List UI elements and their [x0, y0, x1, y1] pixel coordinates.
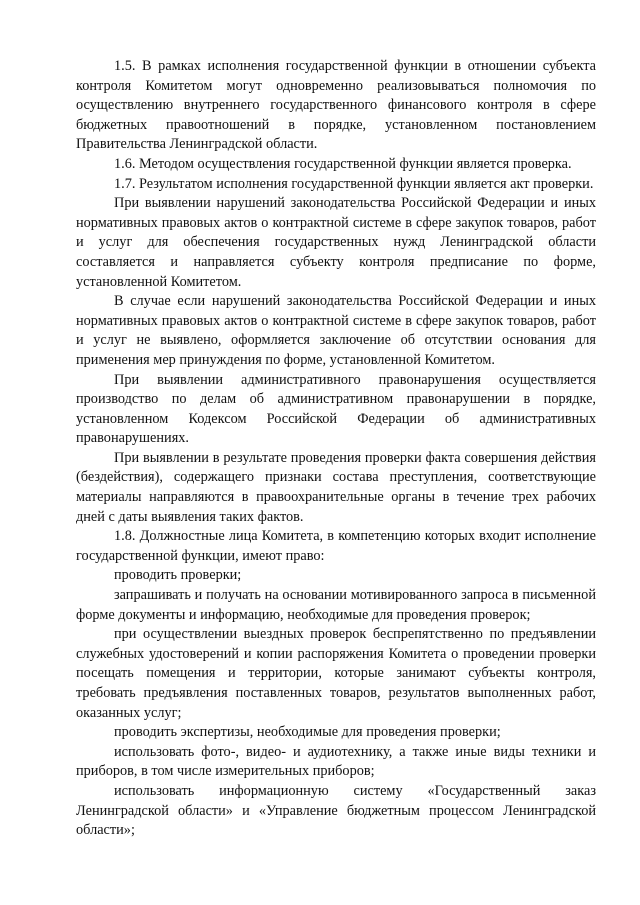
paragraph-1-6: 1.6. Методом осуществления государственной функции является проверка. [114, 155, 572, 172]
list-item-information-system: использовать информационную систему «Государственный заказ Ленинградской области» и «Управление бюджетным процессом Ленинградской области»; [76, 782, 596, 839]
paragraph-1-5: 1.5. В рамках исполнения государственной функции в отношении субъекта контроля Комитетом могут одновременно реализовываться полномочия по осуществлению внутреннего государственного финансового контроля в сфере бюджетных правоотношений в порядке, установленном постановлением Правительства Ленинградской области. [76, 58, 596, 153]
paragraph-1-7: 1.7. Результатом исполнения государственной функции является акт проверки. [114, 175, 594, 192]
list-item-equipment: использовать фото-, видео- и аудиотехнику, а также иные виды техники и приборов, в том числе измерительных приборов; [76, 743, 596, 780]
document-body [76, 57, 596, 841]
list-item-request-documents: запрашивать и получать на основании мотивированного запроса в письменной форме документы и информацию, необходимые для проведения проверок; [76, 587, 596, 623]
paragraph-crime-signs: При выявлении в результате проведения проверки факта совершения действия (бездействия), содержащего признаки состава преступления, соответствующие материалы направляются в правоохранительные органы в течение трех рабочих дней с даты выявления таких фактов. [76, 449, 596, 525]
paragraph-no-violations-conclusion: В случае если нарушений законодательства Российской Федерации и иных нормативных правовых актов о контрактной системе в сфере закупок товаров, работ и услуг не выявлено, оформляется заключение об отсутствии основания для применения мер принуждения по форме, установленной Комитетом. [76, 293, 596, 368]
list-item-expertise: проводить экспертизы, необходимые для проведения проверки; [114, 724, 501, 741]
list-item-conduct-inspections: проводить проверки; [114, 567, 242, 584]
paragraph-administrative-offense: При выявлении административного правонарушения осуществляется производство по делам об административном правонарушении в порядке, установленном Кодексом Российской Федерации об административных правонарушениях. [76, 371, 596, 447]
list-item-onsite-access: при осуществлении выездных проверок беспрепятственно по предъявлении служебных удостоверений и копии распоряжения Комитета о проведении проверки посещать помещения и территории, которые занимают субъекты контроля, требовать предъявления поставленных товаров, результатов выполненных работ, оказанных услуг; [76, 626, 596, 721]
paragraph-violations-prescription: При выявлении нарушений законодательства Российской Федерации и иных нормативных правовых актов о контрактной системе в сфере закупок товаров, работ и услуг для обеспечения государственных нужд Ленинградской области составляется и направляется субъекту контроля предписание по форме, установленной Комитетом. [76, 195, 596, 290]
paragraph-1-8: 1.8. Должностные лица Комитета, в компетенцию которых входит исполнение государственной функции, имеют право: [76, 528, 596, 564]
